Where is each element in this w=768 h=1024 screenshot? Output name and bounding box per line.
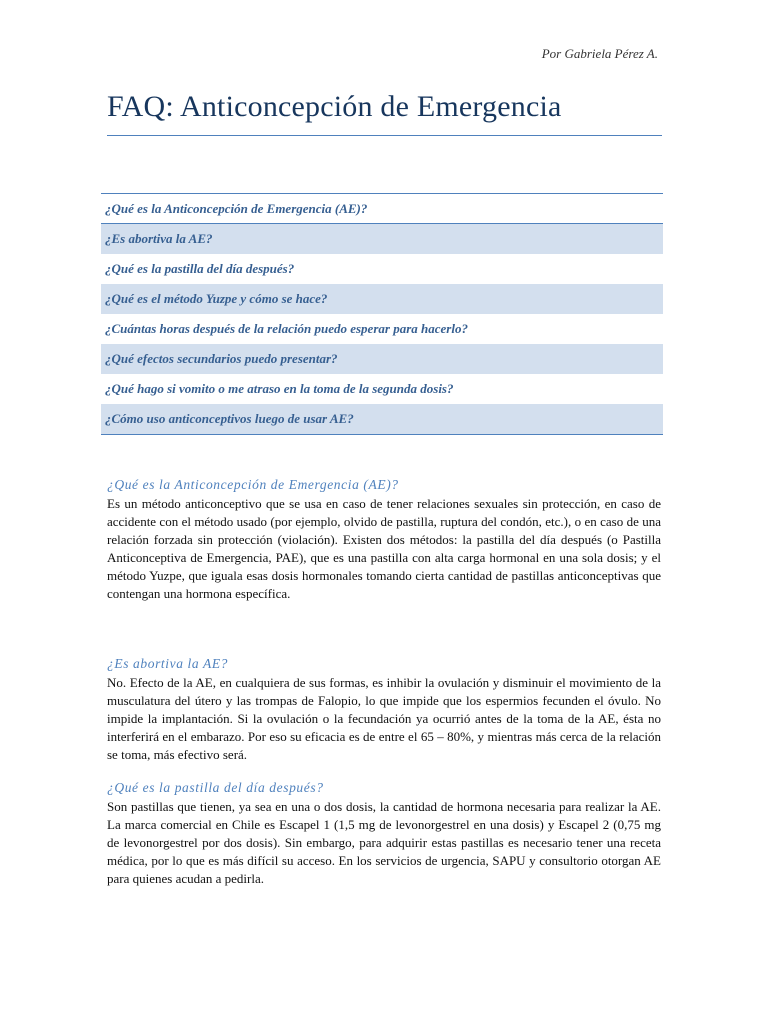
- title-divider: [107, 135, 662, 136]
- faq-index-table: [101, 193, 663, 435]
- section-que-es-ae: [107, 477, 661, 603]
- section-body: Son pastillas que tienen, ya sea en una o dos dosis, la cantidad de hormona necesaria para realizar la AE. La marca comercial en Chile es Escapel 1 (1,5 mg de levonorgestrel en una dosis) y Escapel 2 (0,75 mg de levonorgestrel por dos dosis). Sin embargo, para adquirir estas pastillas es necesario tener una receta médica, por lo que es más difícil su acceso. En los servicios de urgencia, SAPU y consultorio otorgan AE para quienes acudan a pedirla.: [107, 799, 661, 886]
- page-title: FAQ: Anticoncepción de Emergencia: [107, 90, 562, 123]
- author-line: Por Gabriela Pérez A.: [541, 46, 658, 61]
- faq-index-item[interactable]: ¿Qué efectos secundarios puedo presentar?: [101, 344, 663, 374]
- section-heading: ¿Qué es la pastilla del día después?: [107, 780, 324, 795]
- faq-index-item[interactable]: ¿Qué hago si vomito o me atraso en la toma de la segunda dosis?: [105, 381, 454, 396]
- faq-index-item[interactable]: ¿Cuántas horas después de la relación puedo esperar para hacerlo?: [105, 321, 468, 336]
- faq-index-item[interactable]: ¿Es abortiva la AE?: [101, 224, 663, 254]
- section-heading: ¿Qué es la Anticoncepción de Emergencia (AE)?: [107, 477, 399, 492]
- faq-index-item[interactable]: ¿Qué es la Anticoncepción de Emergencia (AE)?: [101, 194, 663, 224]
- faq-index-item[interactable]: ¿Qué es el método Yuzpe y cómo se hace?: [101, 284, 663, 314]
- section-body: Es un método anticonceptivo que se usa en caso de tener relaciones sexuales sin protección, en caso de accidente con el método usado (por ejemplo, olvido de pastilla, ruptura del condón, etc.), o en caso de una relación forzada sin protección (violación). Existen dos métodos: la pastilla del día después (o Pastilla Anticonceptiva de Emergencia, PAE), que es una pastilla con alta carga hormonal en una sola dosis; y el método Yuzpe, que iguala esas dosis hormonales tomando cierta cantidad de pastillas anticonceptivas que contengan una hormona específica.: [107, 496, 661, 601]
- section-es-abortiva: [107, 656, 661, 764]
- faq-index-item[interactable]: ¿Qué es la pastilla del día después?: [105, 261, 295, 276]
- section-heading: ¿Es abortiva la AE?: [107, 656, 229, 671]
- faq-index-item[interactable]: ¿Cómo uso anticonceptivos luego de usar AE?: [101, 404, 663, 434]
- section-pastilla-dia-despues: [107, 780, 661, 888]
- section-body: No. Efecto de la AE, en cualquiera de sus formas, es inhibir la ovulación y disminuir el movimiento de la musculatura del útero y las trompas de Falopio, lo que impide que los espermios fecunden el óvulo. No impide la implantación. Si la ovulación o la fecundación ya ocurrió antes de la toma de la AE, ésta no interferirá en el embarazo. Por eso su eficacia es de entre el 65 – 80%, y mientras más cerca de la relación se toma, más efectivo será.: [107, 675, 661, 762]
